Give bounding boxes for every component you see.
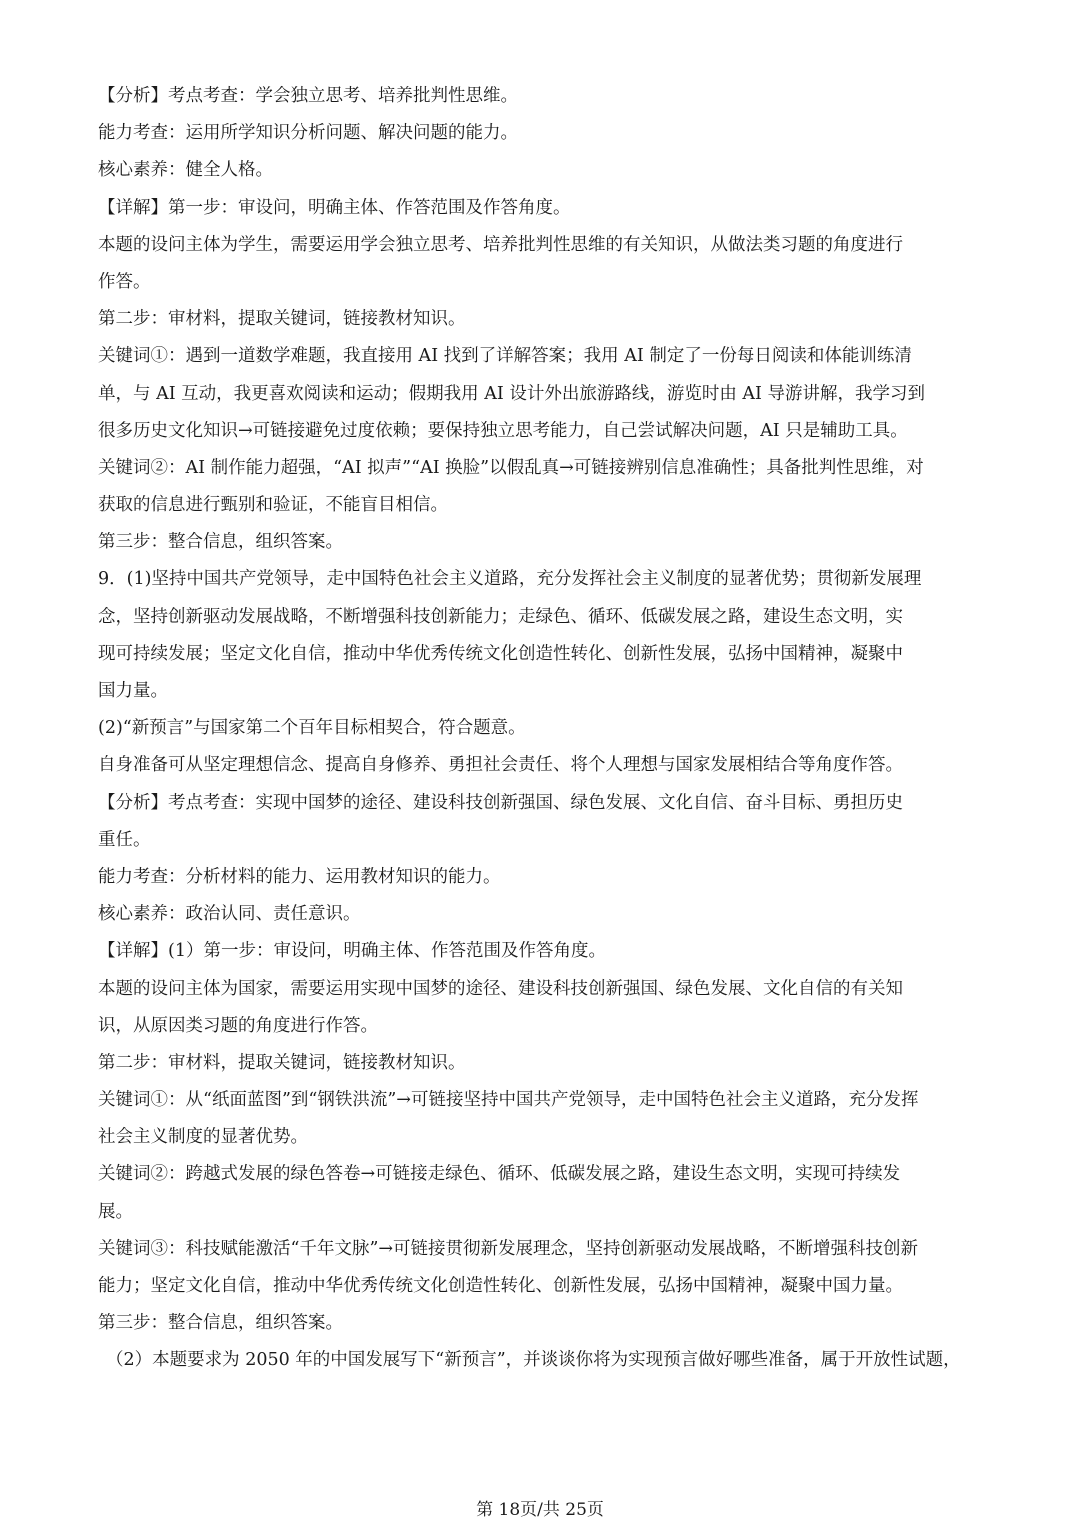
text-line: 国力量。 — [98, 681, 168, 701]
text-line: 本题的设问主体为国家，需要运用实现中国梦的途径、建设科技创新强国、绿色发展、文化自信的有关知 — [98, 978, 903, 999]
text-line: 核心素养：健全人格。 — [98, 160, 273, 181]
text-line: 现可持续发展；坚定文化自信，推动中华优秀传统文化创造性转化、创新性发展，弘扬中国精神，凝聚中 — [98, 643, 903, 664]
text-line: 展。 — [98, 1201, 133, 1222]
text-line: 作答。 — [98, 271, 151, 292]
text-line: 能力考查：运用所学知识分析问题、解决问题的能力。 — [98, 123, 518, 144]
text-line: 念，坚持创新驱动发展战略，不断增强科技创新能力；走绿色、循环、低碳发展之路，建设生态文明，实 — [98, 606, 903, 627]
text-line: 关键词③：科技赋能激活“千年文脉”→可链接贯彻新发展理念，坚持创新驱动发展战略，不断增强科技创新 — [98, 1238, 919, 1259]
text-line: 【分析】考点考查：学会独立思考、培养批判性思维。 — [98, 86, 518, 106]
text-line: 关键词②：AI 制作能力超强，“AI 拟声”“AI 换脸”以假乱真→可链接辨别信息准确性；具备批判性思维，对 — [98, 457, 924, 478]
page-number-footer: 第 18页/共 25页 — [476, 1500, 604, 1520]
text-line: 很多历史文化知识→可链接避免过度依赖；要保持独立思考能力，自己尝试解决问题，AI 只是辅助工具。 — [98, 420, 908, 441]
text-line: 第三步：整合信息，组织答案。 — [98, 1313, 343, 1334]
text-line: (2)“新预言”与国家第二个百年目标相契合，符合题意。 — [98, 718, 526, 739]
text-line: 【详解】第一步：审设问，明确主体、作答范围及作答角度。 — [98, 197, 571, 218]
text-line: 单，与 AI 互动，我更喜欢阅读和运动；假期我用 AI 设计外出旅游路线，游览时由 AI 导游讲解，我学习到 — [98, 383, 926, 404]
text-line: 能力；坚定文化自信，推动中华优秀传统文化创造性转化、创新性发展，弘扬中国精神，凝聚中国力量。 — [98, 1276, 903, 1296]
text-line: 9．(1)坚持中国共产党领导，走中国特色社会主义道路，充分发挥社会主义制度的显著优势；贯彻新发展理 — [98, 569, 922, 590]
text-line: 社会主义制度的显著优势。 — [98, 1127, 308, 1148]
text-line: 本题的设问主体为学生，需要运用学会独立思考、培养批判性思维的有关知识，从做法类习题的角度进行 — [98, 234, 903, 255]
text-line: 重任。 — [98, 829, 151, 850]
text-line: 【分析】考点考查：实现中国梦的途径、建设科技创新强国、绿色发展、文化自信、奋斗目标、勇担历史 — [98, 792, 903, 813]
text-line: 第三步：整合信息，组织答案。 — [98, 532, 343, 553]
document-body — [98, 78, 984, 1380]
text-line: 关键词①：从“纸面蓝图”到“钢铁洪流”→可链接坚持中国共产党领导，走中国特色社会主义道路，充分发挥 — [98, 1090, 919, 1111]
text-line: 第二步：审材料，提取关键词，链接教材知识。 — [98, 1052, 466, 1073]
text-line: （2）本题要求为 2050 年的中国发展写下“新预言”，并谈谈你将为实现预言做好哪些准备，属于开放性试题， — [106, 1350, 961, 1371]
text-line: 能力考查：分析材料的能力、运用教材知识的能力。 — [98, 866, 501, 887]
text-line: 核心素养：政治认同、责任意识。 — [98, 904, 361, 925]
text-line: 自身准备可从坚定理想信念、提高自身修养、勇担社会责任、将个人理想与国家发展相结合等角度作答。 — [98, 755, 903, 776]
text-line: 第二步：审材料，提取关键词，链接教材知识。 — [98, 309, 466, 330]
text-line: 识，从原因类习题的角度进行作答。 — [98, 1015, 378, 1036]
text-line: 【详解】(1）第一步：审设问，明确主体、作答范围及作答角度。 — [98, 941, 606, 962]
text-line: 关键词①：遇到一道数学难题，我直接用 AI 找到了详解答案；我用 AI 制定了一份每日阅读和体能训练清 — [98, 346, 912, 367]
text-line: 关键词②：跨越式发展的绿色答卷→可链接走绿色、循环、低碳发展之路，建设生态文明，实现可持续发 — [98, 1164, 901, 1185]
text-line: 获取的信息进行甄别和验证，不能盲目相信。 — [98, 495, 448, 516]
